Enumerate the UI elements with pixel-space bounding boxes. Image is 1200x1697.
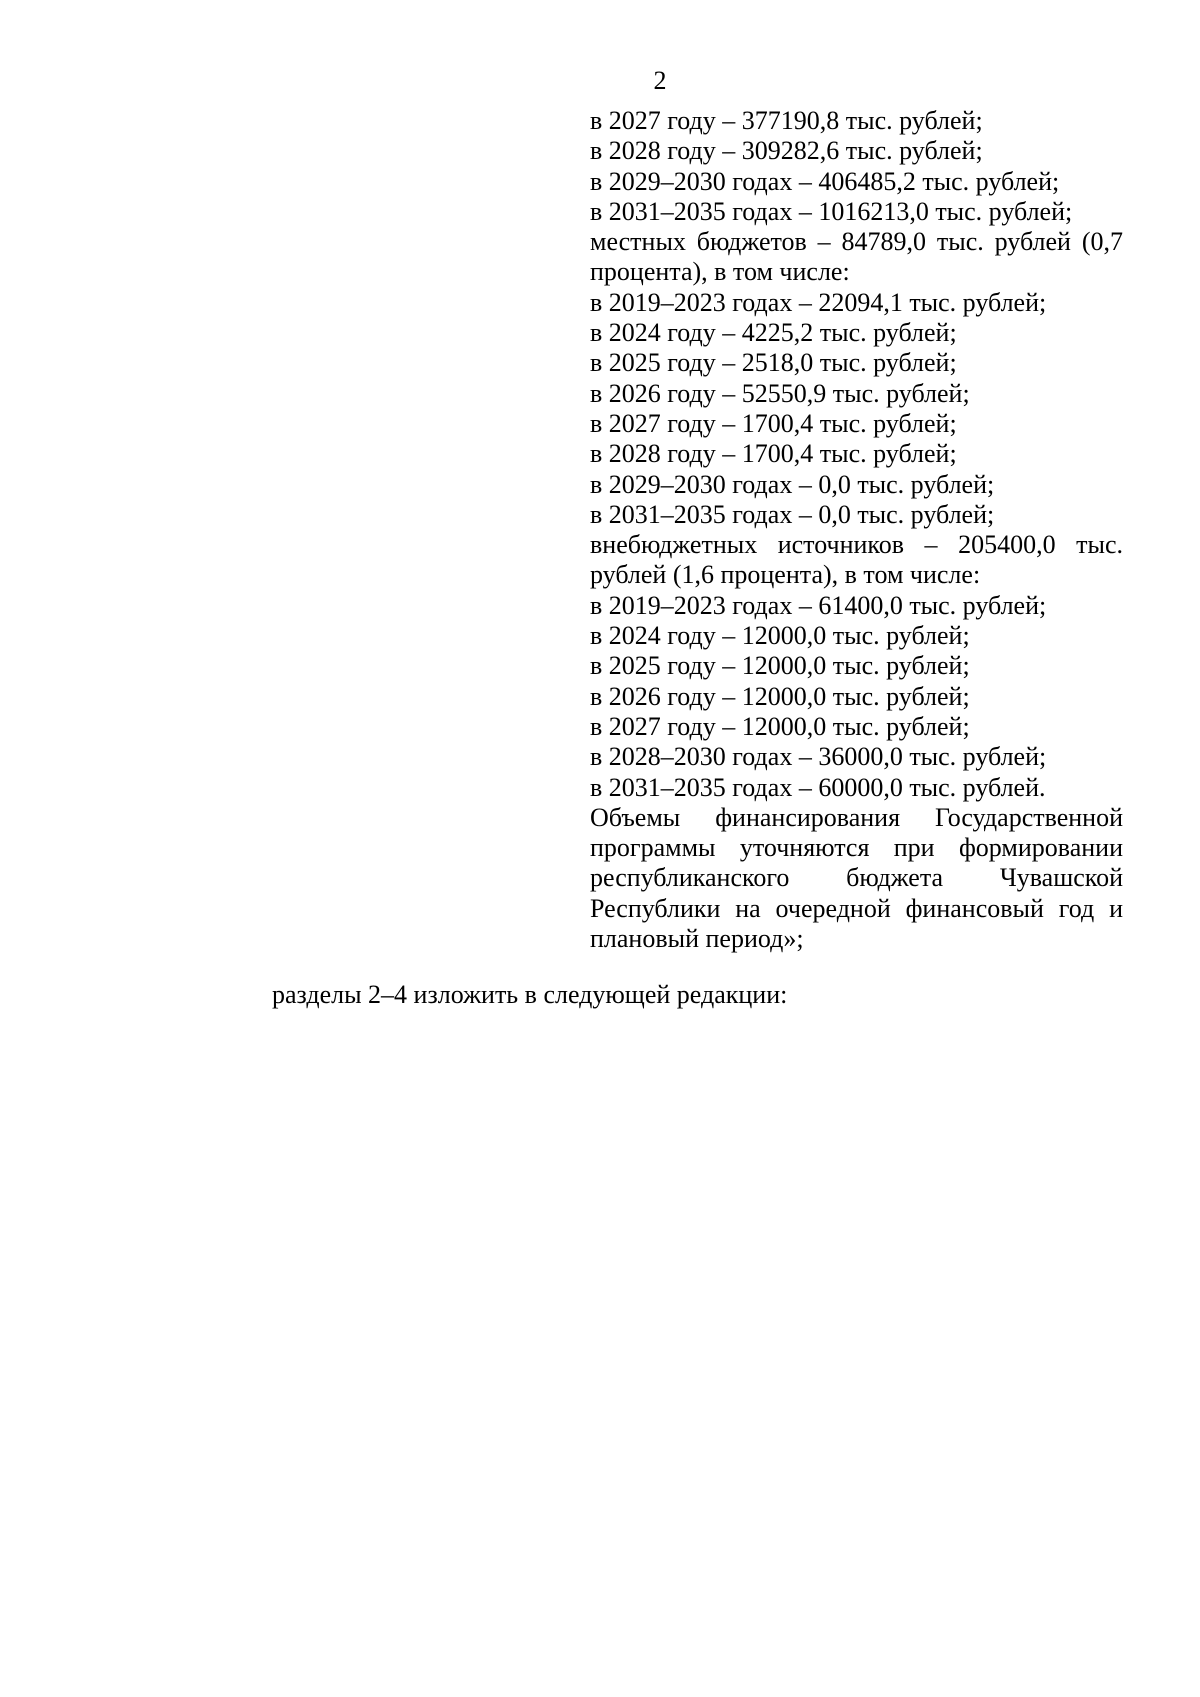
list-item: в 2019–2023 годах – 61400,0 тыс. рублей; xyxy=(590,590,1047,620)
list-item: в 2029–2030 годах – 406485,2 тыс. рублей; xyxy=(590,166,1060,196)
list-item: в 2019–2023 годах – 22094,1 тыс. рублей; xyxy=(590,287,1047,317)
list-item: в 2024 году – 12000,0 тыс. рублей; xyxy=(590,621,970,651)
list-item: в 2028 году – 1700,4 тыс. рублей; xyxy=(590,439,957,469)
list-item: в 2031–2035 годах – 0,0 тыс. рублей; xyxy=(590,499,995,529)
list-item: в 2028–2030 годах – 36000,0 тыс. рублей; xyxy=(590,742,1047,772)
closing-paragraph: Объемы финансирования Государственной программы уточняются при формировании республиканского бюджета Чувашской Республики на очередной финансовый год и плановый период»; xyxy=(590,802,1123,954)
list-item: в 2031–2035 годах – 1016213,0 тыс. рублей; xyxy=(590,196,1073,226)
list-item: в 2031–2035 годах – 60000,0 тыс. рублей. xyxy=(590,772,1046,802)
local-budgets-paragraph: местных бюджетов – 84789,0 тыс. рублей (0,7 процента), в том числе: xyxy=(590,227,1123,287)
financing-text-column xyxy=(590,106,1123,954)
list-item: в 2027 году – 1700,4 тыс. рублей; xyxy=(590,408,957,438)
page-number: 2 xyxy=(653,66,667,95)
list-item: в 2027 году – 12000,0 тыс. рублей; xyxy=(590,711,970,741)
list-item: в 2026 году – 12000,0 тыс. рублей; xyxy=(590,681,970,711)
list-item: в 2025 году – 2518,0 тыс. рублей; xyxy=(590,348,957,378)
extrabudget-paragraph: внебюджетных источников – 205400,0 тыс. рублей (1,6 процента), в том числе: xyxy=(590,530,1123,590)
list-item: в 2028 году – 309282,6 тыс. рублей; xyxy=(590,136,983,166)
list-item: в 2027 году – 377190,8 тыс. рублей; xyxy=(590,106,983,135)
list-item: в 2026 году – 52550,9 тыс. рублей; xyxy=(590,378,970,408)
list-item: в 2029–2030 годах – 0,0 тыс. рублей; xyxy=(590,469,995,499)
list-item: в 2024 году – 4225,2 тыс. рублей; xyxy=(590,318,957,348)
list-item: в 2025 году – 12000,0 тыс. рублей; xyxy=(590,651,970,681)
sections-amendment-line: разделы 2–4 изложить в следующей редакции: xyxy=(272,980,788,1009)
